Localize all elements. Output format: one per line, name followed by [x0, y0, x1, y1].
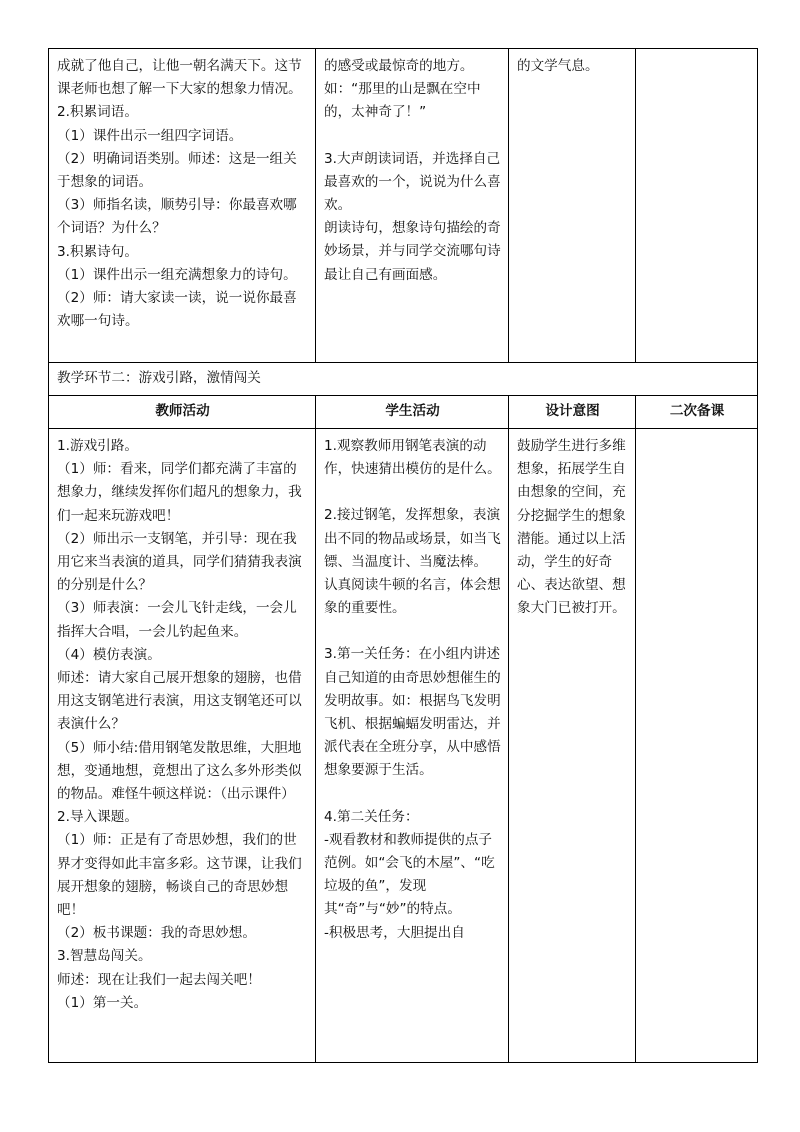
text-line: （2）师出示一支钢笔，并引导：现在我用它来当表演的道具，同学们猜猜我表演的分别是什么？ [57, 530, 302, 594]
text-line: 师述：请大家自己展开想象的翅膀，也借用这支钢笔进行表演，用这支钢笔还可以表演什么？ [57, 670, 302, 733]
text-line: （3）师表演：一会儿飞针走线，一会儿指挥大合唱，一会儿钓起鱼来。 [57, 600, 297, 640]
text-line: （1）课件出示一组四字词语。 [57, 127, 243, 144]
section2-teacher-cell [49, 429, 316, 1063]
text-line: 成就了他自己，让他一朝名满天下。这节课老师也想了解一下大家的想象力情况。 [57, 58, 302, 98]
text-line: 认真阅读牛顿的名言，体会想象的重要性。 [324, 577, 501, 617]
text-line: 2.导入课题。 [57, 809, 138, 826]
text-line: -积极思考，大胆提出自 [324, 924, 465, 941]
blank-gap [324, 620, 501, 643]
section1-row [49, 49, 758, 363]
section2-title-row [49, 363, 758, 396]
text-line: 师述：现在让我们一起去闯关吧！ [57, 971, 261, 988]
text-line: 3.积累诗句。 [57, 243, 138, 260]
section2-title: 教学环节二：游戏引路，激情闯关 [49, 363, 758, 396]
text-line: 鼓励学生进行多维想象，拓展学生自由想象的空间，充分挖掘学生的想象潜能。通过以上活动，学生的好奇心、表达欲望、想象大门已被打开。 [517, 438, 626, 617]
text-line: 3.智慧岛闯关。 [57, 948, 152, 965]
header-intent: 设计意图 [509, 396, 636, 429]
text-line: 1.游戏引路。 [57, 438, 138, 454]
section2-notes-cell [636, 429, 758, 1063]
text-line: （1）第一关。 [57, 994, 148, 1011]
text-line: （3）师指名读，顺势引导：你最喜欢哪个词语？为什么？ [57, 197, 297, 237]
text-line: （1）师：正是有了奇思妙想，我们的世界才变得如此丰富多彩。这节课，让我们展开想象的翅膀，畅谈自己的奇思妙想吧！ [57, 832, 302, 919]
text-line: 的文学气息。 [517, 58, 599, 74]
lesson-plan-table [48, 48, 758, 1063]
text-line: 朗读诗句，想象诗句描绘的奇妙场景，并与同学交流哪句诗最让自己有画面感。 [324, 220, 501, 283]
text-line: （2）明确词语类别。师述：这是一组关于想象的词语。 [57, 150, 297, 191]
text-line: 3.第一关任务：在小组内讲述自己知道的由奇思妙想催生的发明故事。如：根据鸟飞发明飞机、根据蝙蝠发明雷达，并派代表在全班分享，从中感悟想象要源于生活。 [324, 646, 501, 779]
text-line: （1）师：看来，同学们都充满了丰富的想象力，继续发挥你们超凡的想象力，我们一起来玩游戏吧！ [57, 461, 302, 524]
text-line: -观看教材和教师提供的点子范例。如“会飞的木屋”、“吃垃圾的鱼”，发现其“奇”与“妙”的特点。 [324, 831, 495, 918]
text-line: 4.第二关任务： [324, 808, 419, 825]
text-line: 2.积累词语。 [57, 104, 138, 121]
text-line: 3.大声朗读词语，并选择自己最喜欢的一个，说说为什么喜欢。 [324, 150, 501, 214]
header-student: 学生活动 [316, 396, 509, 429]
blank-gap [324, 481, 501, 504]
section2-intent-cell [509, 429, 636, 1063]
text-line: 2.接过钢笔，发挥想象，表演出不同的物品或场景，如当飞镖、当温度计、当魔法棒。 [324, 507, 501, 570]
section2-row [49, 429, 758, 1063]
header-notes: 二次备课 [636, 396, 758, 429]
header-row [49, 396, 758, 429]
text-line: （1）课件出示一组充满想象力的诗句。（2）师：请大家读一读，说一说你最喜欢哪一句诗。 [57, 266, 297, 330]
header-teacher: 教师活动 [49, 396, 316, 429]
section1-notes-cell [636, 49, 758, 363]
section1-student-cell [316, 49, 509, 363]
text-line: 的感受或最惊奇的地方。如：“那里的山是飘在空中的，太神奇了！” [324, 58, 481, 121]
blank-gap [324, 125, 501, 148]
text-line: 1.观察教师用钢笔表演的动作，快速猜出模仿的是什么。 [324, 438, 501, 478]
text-line: （4）模仿表演。 [57, 646, 161, 663]
section2-student-cell [316, 429, 509, 1063]
section1-intent-cell [509, 49, 636, 363]
section1-teacher-cell [49, 49, 316, 363]
blank-gap [324, 783, 501, 806]
text-line: （2）板书课题：我的奇思妙想。 [57, 925, 256, 942]
text-line: （5）师小结:借用钢笔发散思维，大胆地想，变通地想，竟想出了这么多外形类似的物品。难怪牛顿这样说：（出示课件） [57, 739, 302, 803]
